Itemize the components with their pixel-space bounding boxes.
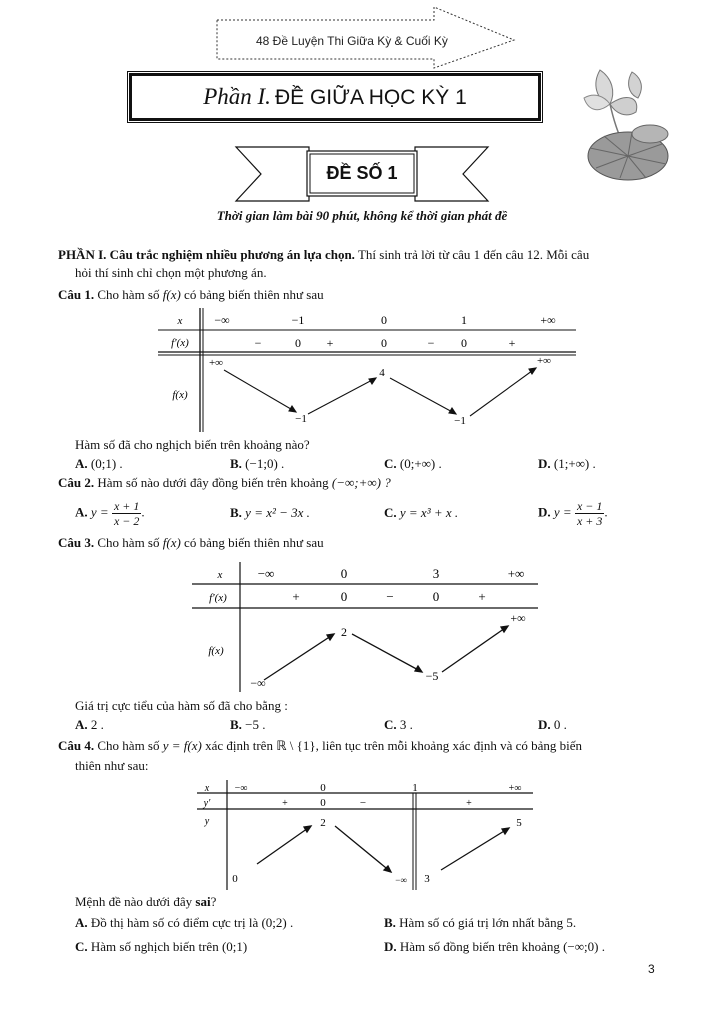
- q4-option-b: [384, 914, 576, 931]
- option-key: A.: [75, 915, 88, 930]
- page-number: 3: [648, 962, 655, 976]
- q1-sign: 0: [295, 336, 301, 350]
- option-fraction: [575, 499, 604, 528]
- q1-fx: f(x): [162, 287, 181, 302]
- q2-option-b: [230, 504, 310, 521]
- q1-f-label: f(x): [172, 389, 188, 401]
- option-prefix: y =: [553, 504, 572, 520]
- q1-sign: −: [254, 336, 262, 350]
- q1-question: Hàm số đã cho nghịch biến trên khoảng nào?: [75, 437, 310, 452]
- option-prefix: y =: [90, 504, 109, 520]
- q4-x-value: −∞: [234, 783, 248, 794]
- q4-question-bold: sai: [195, 894, 211, 909]
- q4-option-c: [75, 938, 247, 955]
- q4-stem-c: , liên tục trên mỗi khoảng xác định và có bảng biến: [315, 738, 583, 753]
- q2-option-d: [538, 499, 608, 528]
- q4-x-label: x: [204, 783, 210, 794]
- q3-x-label: x: [217, 569, 223, 581]
- q1-x-label: x: [177, 315, 183, 327]
- fraction-denominator: x + 3: [576, 514, 603, 528]
- option-fraction: [112, 499, 141, 528]
- option-text: −5 .: [245, 717, 266, 732]
- section-instruction-1: Thí sinh trả lời từ câu 1 đến câu 12. Mỗi câu: [357, 247, 590, 262]
- q4-domain: ℝ \ {1}: [276, 738, 316, 753]
- q4-sign: 0: [320, 797, 326, 809]
- banner-text: 48 Đề Luyện Thi Giữa Kỳ & Cuối Kỳ: [256, 34, 448, 48]
- section-instruction-2: hỏi thí sinh chỉ chọn một phương án.: [75, 265, 267, 280]
- q3-sign: +: [292, 589, 300, 604]
- option-key: A.: [75, 456, 88, 471]
- q2-interval: (−∞;+∞) ?: [331, 475, 391, 490]
- q1-x-value: 0: [381, 313, 387, 327]
- q2-stem: [58, 474, 391, 491]
- q1-sign: +: [326, 336, 334, 350]
- q3-sign: +: [478, 589, 486, 604]
- q4-stem: [58, 737, 582, 754]
- q4-y-value: 0: [232, 873, 238, 885]
- q3-sign: 0: [340, 589, 348, 604]
- option-text: Hàm số có giá trị lớn nhất bằng 5.: [399, 915, 577, 930]
- option-key: A.: [75, 504, 88, 520]
- q4-sign: +: [282, 798, 288, 809]
- q2-label: Câu 2.: [58, 475, 95, 490]
- section-line-1: [58, 246, 589, 263]
- q4-stem-d: thiên như sau:: [75, 758, 149, 773]
- q4-stem-a: Cho hàm số: [97, 738, 160, 753]
- option-key: D.: [538, 456, 551, 471]
- q3-fx: f(x): [162, 535, 181, 550]
- option-key: B.: [230, 505, 242, 520]
- q3-question: Giá trị cực tiểu của hàm số đã cho bằng :: [75, 698, 288, 713]
- q3-x-value: 0: [340, 566, 348, 581]
- q1-fp-label: f′(x): [171, 337, 189, 349]
- q1-x-value: −1: [291, 313, 305, 327]
- part-title: [129, 84, 541, 110]
- q4-x-value: 0: [320, 782, 326, 794]
- q4-yp-label: y′: [203, 798, 211, 809]
- option-key: A.: [75, 717, 88, 732]
- q4-option-d: [384, 938, 605, 955]
- option-key: C.: [384, 505, 397, 520]
- time-note: Thời gian làm bài 90 phút, không kể thời gian phát đề: [216, 208, 508, 223]
- option-key: D.: [384, 939, 397, 954]
- q4-stem-b: xác định trên: [205, 738, 273, 753]
- option-key: B.: [230, 717, 242, 732]
- q3-option-a: [75, 716, 104, 733]
- q1-stem: [58, 286, 324, 303]
- option-key: C.: [384, 717, 397, 732]
- option-key: B.: [230, 456, 242, 471]
- q3-sign: 0: [432, 589, 440, 604]
- q2-stem-text: Hàm số nào dưới đây đồng biến trên khoảng: [97, 475, 329, 490]
- option-text: Hàm số nghịch biến trên (0;1): [90, 939, 248, 954]
- q1-x-value: 1: [461, 313, 467, 327]
- fraction-denominator: x − 2: [113, 514, 140, 528]
- q1-sign: 0: [381, 336, 387, 350]
- option-text: 3 .: [399, 717, 413, 732]
- option-text: Đồ thị hàm số có điểm cực trị là (0;2) .: [90, 915, 294, 930]
- option-text: (0;1) .: [90, 456, 123, 471]
- q3-option-c: [384, 716, 413, 733]
- q1-label: Câu 1.: [58, 287, 95, 302]
- q4-label: Câu 4.: [58, 738, 95, 753]
- q2-option-c: [384, 504, 458, 521]
- option-key: C.: [75, 939, 88, 954]
- q4-func: y = f(x): [162, 738, 202, 753]
- q4-question-b: ?: [210, 894, 217, 909]
- q1-sign: 0: [461, 336, 467, 350]
- q3-option-b: [230, 716, 266, 733]
- option-key: B.: [384, 915, 396, 930]
- q4-sign: −: [359, 797, 367, 809]
- q1-f-value: +∞: [536, 355, 552, 367]
- q4-sign: +: [466, 798, 472, 809]
- q3-f-value: 2: [341, 625, 347, 639]
- q4-y-value: −∞: [395, 875, 407, 885]
- q3-stem-b: có bảng biến thiên như sau: [184, 535, 324, 550]
- q1-option-c: [384, 455, 442, 472]
- q1-stem-a: Cho hàm số: [97, 287, 160, 302]
- fraction-numerator: x − 1: [576, 499, 603, 513]
- q4-question: [75, 893, 216, 910]
- q3-x-value: −∞: [257, 566, 275, 581]
- q3-option-d: [538, 716, 567, 733]
- fraction-numerator: x + 1: [113, 499, 140, 513]
- option-text: y = x³ + x .: [399, 505, 459, 520]
- q3-variation-table: [192, 562, 538, 692]
- q1-f-value: 4: [379, 367, 385, 379]
- option-key: D.: [538, 717, 551, 732]
- q3-f-label: f(x): [208, 645, 224, 657]
- q3-f-value: −∞: [250, 676, 266, 690]
- option-text: Hàm số đồng biến trên khoảng (−∞;0) .: [399, 939, 605, 954]
- q4-x-value: +∞: [508, 783, 522, 794]
- q1-sign: −: [427, 336, 435, 350]
- section-title: PHẦN I. Câu trắc nghiệm nhiều phương án lựa chọn.: [58, 247, 355, 262]
- q3-stem-a: Cho hàm số: [97, 535, 160, 550]
- option-text: 0 .: [553, 717, 567, 732]
- q4-variation-table: [197, 780, 533, 890]
- option-text: 2 .: [90, 717, 104, 732]
- q3-x-value: 3: [432, 566, 440, 581]
- option-key: C.: [384, 456, 397, 471]
- exam-title: ĐỀ SỐ 1: [326, 163, 398, 183]
- q4-y-value: 3: [424, 873, 430, 885]
- option-key: D.: [538, 504, 551, 520]
- q3-stem: [58, 534, 324, 551]
- q1-f-value: +∞: [208, 357, 224, 369]
- q4-question-a: Mệnh đề nào dưới đây: [75, 894, 193, 909]
- option-text: (0;+∞) .: [399, 456, 442, 471]
- option-text: y = x² − 3x .: [245, 505, 310, 520]
- q1-variation-table: [158, 308, 576, 432]
- q4-option-a: [75, 914, 293, 931]
- q4-y-label: y: [204, 816, 210, 827]
- option-text: (1;+∞) .: [553, 456, 596, 471]
- q2-option-a: [75, 499, 145, 528]
- q3-f-value: +∞: [510, 611, 526, 625]
- q1-f-value: −1: [295, 413, 307, 425]
- q3-label: Câu 3.: [58, 535, 95, 550]
- q1-f-value: −1: [454, 415, 466, 427]
- q1-option-a: [75, 455, 123, 472]
- q4-y-value: 2: [320, 817, 326, 829]
- q4-x-value: 1: [412, 782, 418, 794]
- option-suffix: .: [141, 504, 145, 520]
- q1-option-d: [538, 455, 596, 472]
- q3-sign: −: [386, 589, 394, 604]
- q1-sign: +: [508, 336, 516, 350]
- part-heading: ĐỀ GIỮA HỌC KỲ 1: [274, 86, 467, 109]
- q1-option-b: [230, 455, 284, 472]
- part-label: Phần I.: [203, 84, 271, 109]
- option-text: (−1;0) .: [245, 456, 285, 471]
- q4-y-value: 5: [516, 817, 522, 829]
- option-suffix: .: [604, 504, 608, 520]
- q1-x-value: −∞: [214, 313, 230, 327]
- q1-stem-b: có bảng biến thiên như sau: [184, 287, 324, 302]
- lotus-decoration: [570, 52, 690, 187]
- q3-x-value: +∞: [507, 566, 525, 581]
- q3-fp-label: f′(x): [209, 592, 227, 604]
- q1-x-value: +∞: [540, 313, 556, 327]
- q3-f-value: −5: [425, 669, 439, 683]
